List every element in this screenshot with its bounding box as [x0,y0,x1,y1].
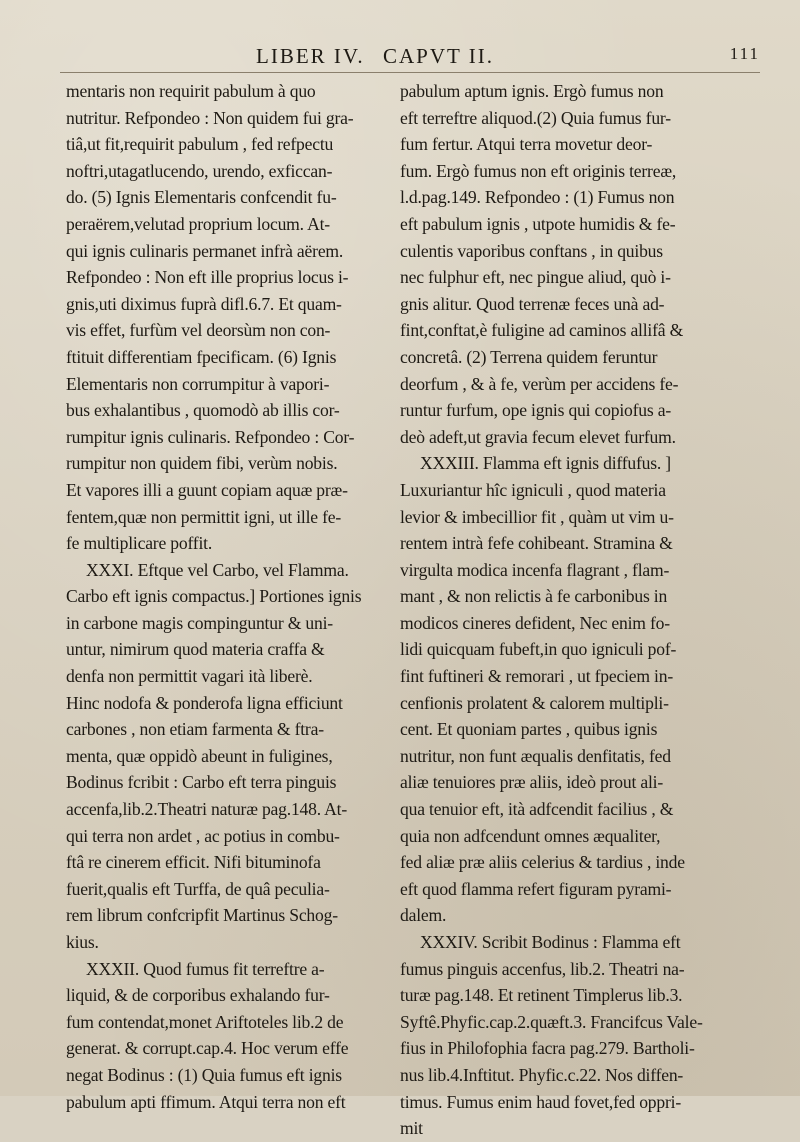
text-line: menta, quæ oppidò abeunt in fuligines, [66,745,333,766]
text-line: Elementaris non corrumpitur à vapori- [66,373,330,394]
text-line: Carbo eft ignis compactus.] Portiones ignis [66,586,362,607]
page-number: 111 [729,44,760,63]
text-line: mant , & non relictis à fe carbonibus in [400,586,668,607]
text-line: lidi quicquam fubeft,in quo igniculi pof- [400,639,677,660]
text-line: Syftê.Phyfic.cap.2.quæft.3. Francifcus Vale- [400,1011,703,1032]
text-line: bus exhalantibus , quomodò ab illis cor- [66,400,340,421]
text-line: concretâ. (2) Terrena quidem feruntur [400,346,658,367]
text-line: tiâ,ut fit,requirit pabulum , fed refpectu [66,134,334,155]
text-line: mit [400,1118,423,1139]
text-line: deorfum , & à fe, verùm per accidens fe- [400,373,679,394]
text-line: accenfa,lib.2.Theatri naturæ pag.148. At- [66,799,348,820]
text-line: fint,conftat,è fuligine ad caminos allifâ & [400,320,684,341]
text-line: Luxuriantur hîc igniculi , quod materia [400,479,666,500]
text-line: quia non adfcendunt omnes æqualiter, [400,825,661,846]
text-line: ftituit differentiam fpecificam. (6) Ignis [66,346,337,367]
text-line: carbones , non etiam farmenta & ftra- [66,719,324,740]
text-line: fius in Philofophia facra pag.279. Bartholi- [400,1038,695,1059]
text-line: noftri,utagatlucendo, urendo, exficcan- [66,160,333,181]
header-book: LIBER IV. [256,44,365,68]
header-chapter: CAPVT II. [383,44,494,68]
text-line: levior & imbecillior fit , quàm ut vim u- [400,506,674,527]
text-line: qui terra non ardet , ac potius in combu- [66,825,340,846]
text-line: rentem intrà fefe cohibeant. Stramina & [400,533,673,554]
text-line: rumpitur ignis culinaris. Refpondeo : Cor- [66,426,355,447]
text-line: mentaris non requirit pabulum à quo [66,81,316,101]
text-line: fint fuftineri & remorari , ut fpeciem in- [400,666,673,687]
text-line: rem librum confcripfit Martinus Schog- [66,905,338,926]
text-line: negat Bodinus : (1) Quia fumus eft ignis [66,1064,342,1085]
text-line: ftâ re cinerem efficit. Nifi bituminofa [66,852,321,873]
text-line: virgulta modica incenfa flagrant , flam- [400,559,670,580]
text-line: rumpitur non quidem fibi, verùm nobis. [66,453,338,474]
text-line: fentem,quæ non permittit igni, ut ille fe- [66,506,341,527]
text-line: pabulum apti ffimum. Atqui terra non eft [66,1091,346,1112]
text-line: fum contendat,monet Ariftoteles lib.2 de [66,1011,344,1032]
text-line: timus. Fumus enim haud fovet,fed oppri- [400,1091,681,1112]
text-line: eft pabulum ignis , utpote humidis & fe- [400,213,676,234]
text-line: kius. [66,932,99,952]
right-column [400,78,740,1142]
text-line: qua tenuior eft, ità adfcendit facilius , & [400,799,674,820]
text-line: fum fertur. Atqui terra movetur deor- [400,134,653,155]
text-line: cenfionis prolatent & calorem multipli- [400,692,669,713]
left-column [66,78,396,1115]
text-line: fed aliæ præ aliis celerius & tardius , inde [400,852,685,873]
text-line: liquid, & de corporibus exhalando fur- [66,985,330,1006]
text-line: eft terreftre aliquod.(2) Quia fumus fur- [400,107,671,128]
text-line: fuerit,qualis eft Turffa, de quâ peculia- [66,878,330,899]
running-header [60,44,760,74]
text-line: cent. Et quoniam partes , quibus ignis [400,719,658,740]
text-line: Bodinus fcribit : Carbo eft terra pinguis [66,772,337,793]
header-rule [60,72,760,73]
text-line: Hinc nodofa & ponderofa ligna efficiunt [66,692,343,713]
text-line: gnis,uti diximus fuprà difl.6.7. Et quam- [66,293,342,314]
text-line: Et vapores illi a guunt copiam aquæ præ- [66,479,348,500]
text-line: fe multiplicare poffit. [66,533,213,554]
text-line: nutritur, non funt æqualis denfitatis, fed [400,745,671,766]
text-line: peraërem,velutad proprium locum. At- [66,213,330,234]
text-line: gnis alitur. Quod terrenæ feces unà ad- [400,293,665,314]
text-line: l.d.pag.149. Refpondeo : (1) Fumus non [400,187,675,208]
text-line: runtur furfum, ope ignis qui copiofus a- [400,400,672,421]
text-line: do. (5) Ignis Elementaris confcendit fu- [66,187,337,208]
text-line: in carbone magis compinguntur & uni- [66,612,333,633]
text-line: nus lib.4.Inftitut. Phyfic.c.22. Nos diffen- [400,1064,684,1085]
text-line: qui ignis culinaris permanet infrà aërem. [66,240,344,261]
text-line: dalem. [400,905,447,926]
text-line: culentis vaporibus conftans , in quibus [400,240,663,261]
text-line: XXXIV. Scribit Bodinus : Flamma eft [420,932,681,952]
text-line: pabulum aptum ignis. Ergò fumus non [400,81,664,101]
text-line: XXXI. Eftque vel Carbo, vel Flamma. [86,559,349,580]
text-line: untur, nimirum quod materia craffa & [66,639,325,660]
text-line: turæ pag.148. Et retinent Timplerus lib.3. [400,985,683,1006]
text-line: nec fulphur eft, nec pingue aliud, quò i- [400,267,671,288]
text-line: XXXIII. Flamma eft ignis diffufus. ] [420,453,671,474]
text-line: modicos cineres defident, Nec enim fo- [400,612,670,633]
text-line: deò adeft,ut gravia fecum elevet furfum. [400,426,676,447]
text-line: XXXII. Quod fumus fit terreftre a- [86,958,325,979]
text-line: fum. Ergò fumus non eft originis terreæ, [400,160,677,181]
text-line: nutritur. Refpondeo : Non quidem fui gra- [66,107,354,128]
text-line: vis effet, furfùm vel deorsùm non con- [66,320,331,341]
text-line: fumus pinguis accenfus, lib.2. Theatri na- [400,958,685,979]
text-line: eft quod flamma refert figuram pyrami- [400,878,672,899]
text-line: generat. & corrupt.cap.4. Hoc verum effe [66,1038,349,1059]
text-line: Refpondeo : Non eft ille proprius locus i- [66,267,349,288]
text-line: aliæ tenuiores præ aliis, ideò prout ali- [400,772,663,793]
text-line: denfa non permittit vagari ità liberè. [66,666,313,687]
